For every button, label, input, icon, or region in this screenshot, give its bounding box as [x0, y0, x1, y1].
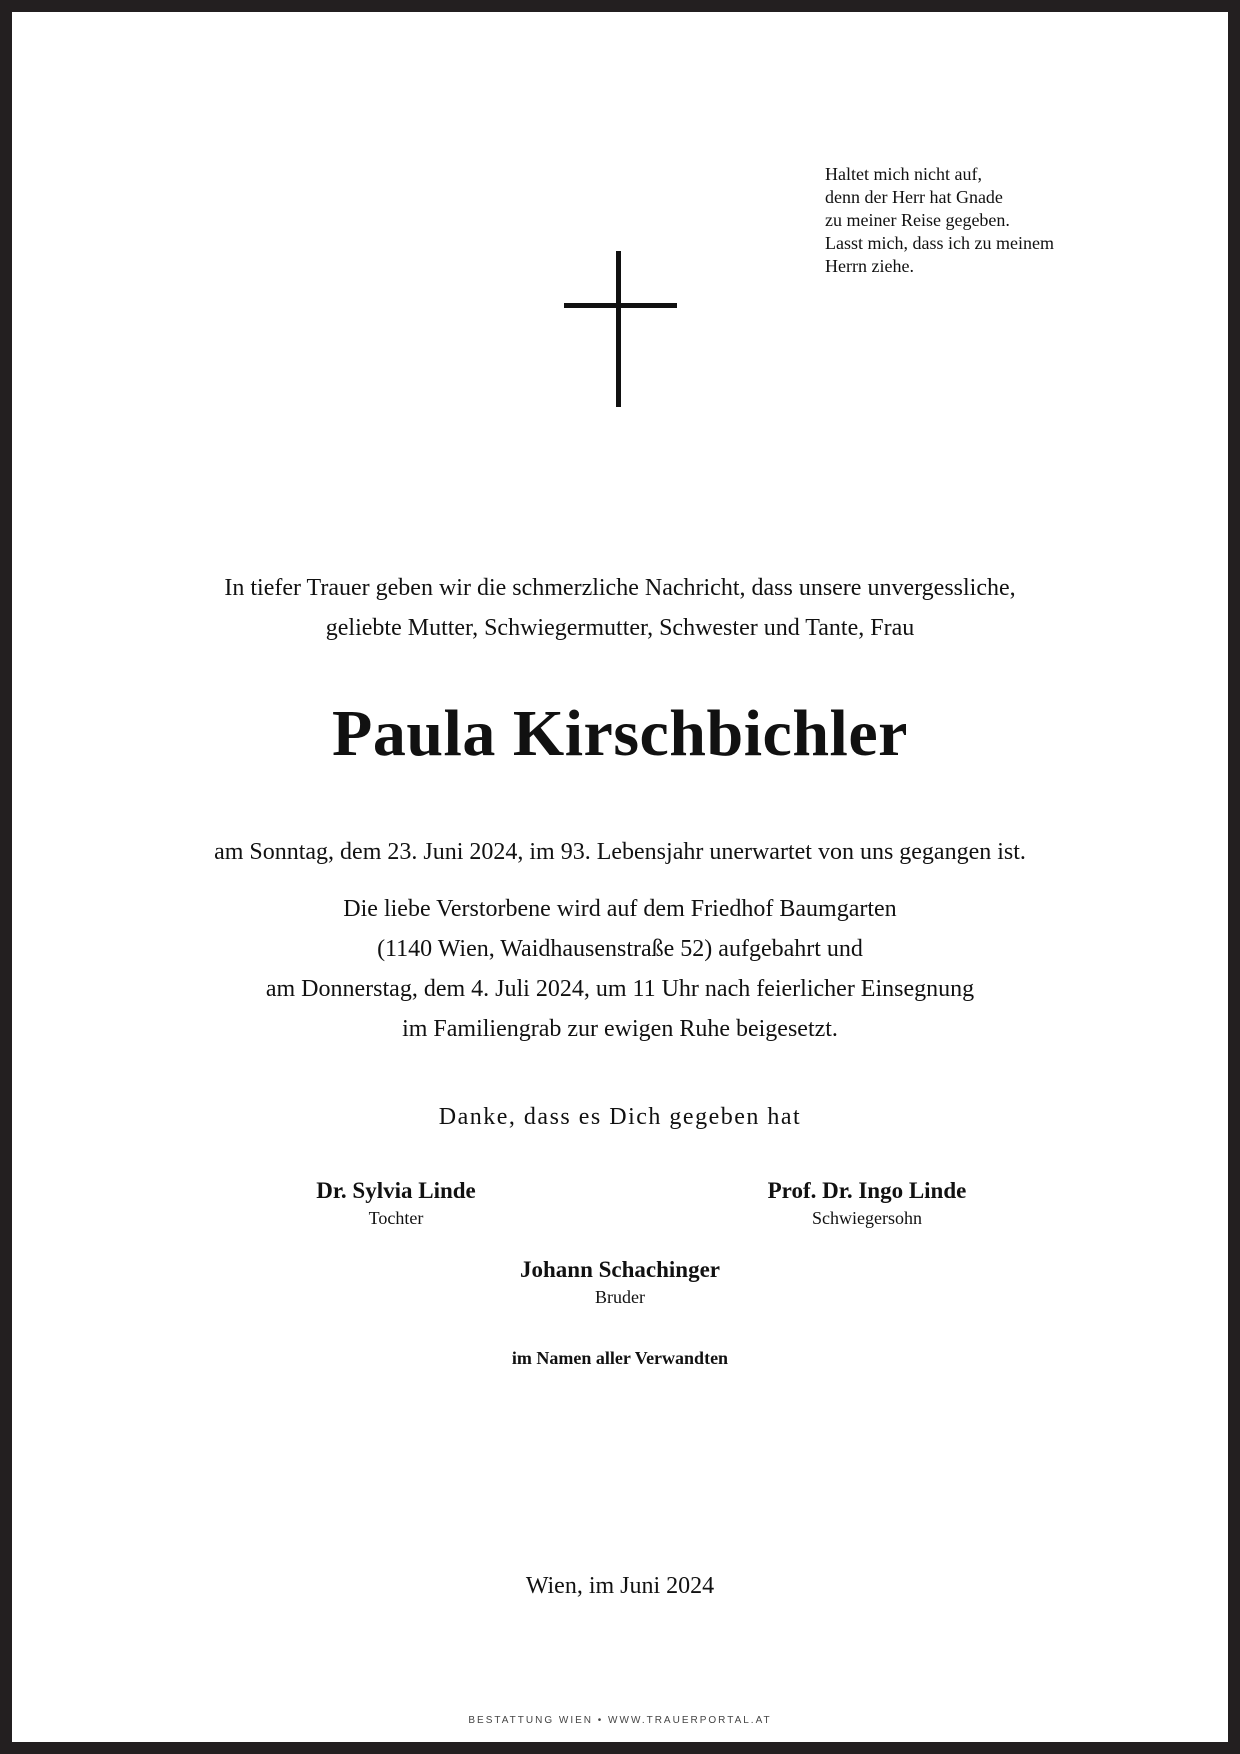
thanks-line: Danke, dass es Dich gegeben hat: [438, 1104, 802, 1130]
place-date: Wien, im Juni 2024: [525, 1573, 715, 1599]
verse-line: Haltet mich nicht auf,: [825, 164, 982, 184]
footer-imprint: BESTATTUNG WIEN • WWW.TRAUERPORTAL.AT: [468, 1715, 772, 1726]
mourner: [657, 1176, 1077, 1230]
verse-line: Lasst mich, dass ich zu meinem: [825, 233, 1054, 253]
on-behalf-line: im Namen aller Verwandten: [511, 1348, 729, 1368]
mourner: [410, 1255, 830, 1309]
obituary-page: [12, 12, 1228, 1742]
funeral-line: Die liebe Verstorbene wird auf dem Friedhof Baumgarten: [343, 896, 897, 922]
verse-line: Herrn ziehe.: [825, 256, 914, 276]
mourner-relation: Schwiegersohn: [812, 1208, 922, 1228]
mourner-name: Dr. Sylvia Linde: [316, 1178, 476, 1203]
mourner-name: Johann Schachinger: [519, 1257, 720, 1282]
mourner: [186, 1176, 606, 1230]
intro-line-1: In tiefer Trauer geben wir die schmerzliche Nachricht, dass unsere unvergessliche,: [224, 575, 1016, 601]
funeral-details: [12, 889, 1228, 1049]
intro-text: [12, 568, 1228, 648]
verse-line: zu meiner Reise gegeben.: [825, 210, 1010, 230]
intro-line-2: geliebte Mutter, Schwiegermutter, Schwester und Tante, Frau: [325, 615, 915, 641]
funeral-line: (1140 Wien, Waidhausenstraße 52) aufgebahrt und: [377, 936, 863, 962]
date-of-death: am Sonntag, dem 23. Juni 2024, im 93. Lebensjahr unerwartet von uns gegangen ist.: [214, 839, 1026, 865]
cross-horizontal-bar: [564, 303, 677, 308]
verse-line: denn der Herr hat Gnade: [825, 187, 1003, 207]
deceased-name: Paula Kirschbichler: [332, 697, 908, 770]
mourner-relation: Tochter: [368, 1208, 424, 1228]
funeral-line: am Donnerstag, dem 4. Juli 2024, um 11 Uhr nach feierlicher Einsegnung: [265, 976, 975, 1002]
mourner-relation: Bruder: [595, 1287, 645, 1307]
mourner-name: Prof. Dr. Ingo Linde: [767, 1178, 967, 1203]
verse: [825, 163, 1145, 278]
cross-vertical-bar: [616, 251, 621, 407]
funeral-line: im Familiengrab zur ewigen Ruhe beigesetzt.: [402, 1016, 838, 1042]
